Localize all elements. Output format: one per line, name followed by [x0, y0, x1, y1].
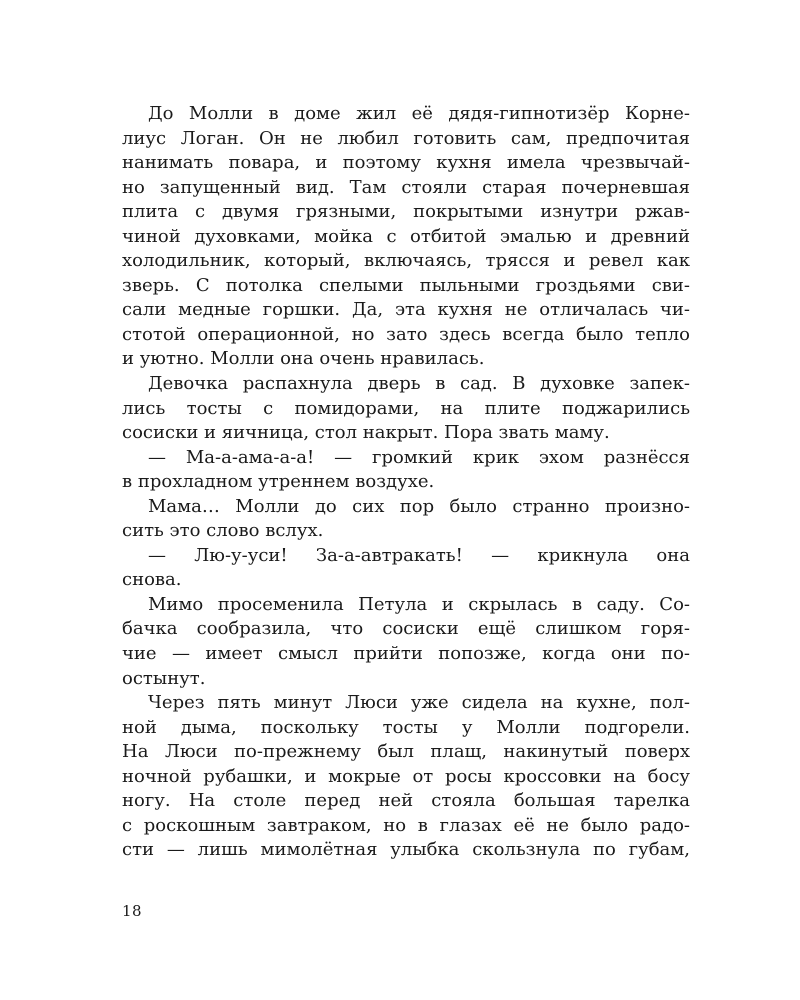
text-line: стотой операционной, но зато здесь всегда было тепло	[122, 323, 690, 345]
text-line: — Ма-а-ама-а-а! — громкий крик эхом разнёсся	[148, 446, 690, 468]
text-line: Через пять минут Люси уже сидела на кухне, пол-	[148, 692, 690, 714]
text-line: и уютно. Молли она очень нравилась.	[122, 348, 485, 370]
text-line: сти — лишь мимолётная улыбка скользнула по губам,	[122, 839, 690, 861]
text-line: Девочка распахнула дверь в сад. В духовке запек-	[148, 373, 690, 395]
text-line: холодильник, который, включаясь, трясся и ревел как	[122, 250, 690, 272]
text-line: Мимо просеменила Петула и скрылась в саду. Со-	[148, 593, 690, 615]
text-line: ночной рубашки, и мокрые от росы кроссовки на босу	[122, 765, 690, 787]
text-line: сали медные горшки. Да, эта кухня не отличалась чи-	[122, 299, 690, 321]
text-line: До Молли в доме жил её дядя-гипнотизёр Корне-	[148, 103, 690, 124]
text-line: но запущенный вид. Там стояли старая почерневшая	[122, 176, 690, 198]
text-line: чиной духовками, мойка с отбитой эмалью и древний	[122, 225, 690, 247]
text-line: бачка сообразила, что сосиски ещё слишком горя-	[122, 618, 690, 640]
text-line: ногу. На столе перед ней стояла большая тарелка	[122, 790, 690, 812]
text-line: сить это слово вслух.	[122, 520, 324, 542]
text-line: нанимать повара, и поэтому кухня имела чрезвычай-	[122, 152, 690, 174]
text-line: На Люси по-прежнему был плащ, накинутый поверх	[122, 741, 690, 763]
text-line: лись тосты с помидорами, на плите поджарились	[122, 397, 690, 419]
text-line: сосиски и яичница, стол накрыт. Пора звать маму.	[122, 422, 610, 444]
text-line: плита с двумя грязными, покрытыми изнутри ржав-	[122, 201, 690, 223]
text-line: — Лю-у-уси! За-а-автракать! — крикнула она	[148, 544, 690, 566]
text-line: лиус Логан. Он не любил готовить сам, предпочитая	[122, 127, 690, 149]
text-line: чие — имеет смысл прийти попозже, когда они по-	[122, 643, 690, 665]
page-number: 18	[122, 902, 143, 920]
text-line: остынут.	[122, 667, 206, 689]
text-line: с роскошным завтраком, но в глазах её не было радо-	[122, 814, 690, 836]
text-line: снова.	[122, 569, 182, 591]
text-line: ной дыма, поскольку тосты у Молли подгорели.	[122, 716, 690, 738]
text-line: зверь. С потолка спелыми пыльными гроздьями сви-	[122, 274, 690, 296]
text-line: в прохладном утреннем воздухе.	[122, 471, 435, 493]
text-line: Мама… Молли до сих пор было странно произно-	[148, 495, 690, 517]
body-text	[122, 102, 690, 863]
